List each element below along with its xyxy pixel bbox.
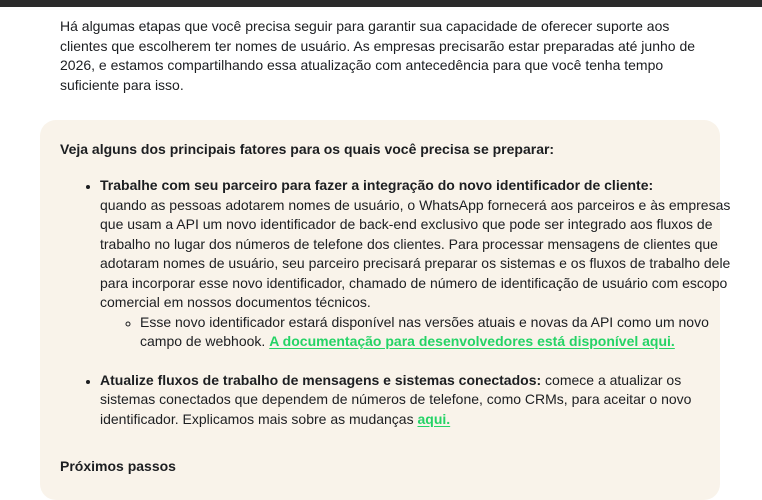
changes-link[interactable]: aqui. bbox=[417, 410, 451, 427]
preparation-card bbox=[40, 120, 731, 500]
factor-sublist bbox=[100, 313, 740, 352]
sub-item-text: Esse novo identificador estará disponível nas versões atuais e novas da API como um novo campo de webhook. bbox=[140, 313, 709, 349]
sub-item-webhook bbox=[140, 313, 740, 352]
next-steps-heading: Próximos passos bbox=[60, 458, 176, 474]
factor-text: comece a atualizar os sistemas conectados que dependem de números de telefone, como CRMs, para aceitar o novo identificador. Explicamos mais sobre as mudanças bbox=[100, 371, 692, 427]
top-bar bbox=[0, 0, 762, 7]
factor-item-workflows bbox=[100, 371, 740, 430]
intro-paragraph: Há algumas etapas que você precisa seguir para garantir sua capacidade de oferecer suporte aos clientes que escolherem ter nomes de usuário. As empresas precisarão estar preparadas até junho de 2026, e estamos compartilhando essa atualização com antecedência para que você tenha tempo suficiente para isso. bbox=[60, 18, 696, 93]
factor-item-integration bbox=[100, 176, 740, 352]
card-heading: Veja alguns dos principais fatores para os quais você precisa se preparar: bbox=[60, 141, 555, 157]
factor-title: Trabalhe com seu parceiro para fazer a integração do novo identificador de cliente: bbox=[100, 177, 654, 193]
developer-docs-link[interactable]: A documentação para desenvolvedores está disponível aqui. bbox=[269, 333, 675, 349]
factor-title: Atualize fluxos de trabalho de mensagens e sistemas conectados: bbox=[100, 371, 542, 388]
factor-text: quando as pessoas adotarem nomes de usuário, o WhatsApp fornecerá aos parceiros e às empresas que usam a API um novo identificador de back-end exclusivo que pode ser integrado aos fluxos de trabalho no lugar dos números de telefone dos clientes. Para processar mensagens de clientes que adotaram nomes de usuário, seu parceiro precisará preparar os sistemas e os fluxos de trabalho dele para incorporar esse novo identificador, chamado de número de identificação de usuário com escopo comercial em nossos documentos técnicos. bbox=[100, 196, 731, 310]
factors-list bbox=[60, 176, 740, 448]
